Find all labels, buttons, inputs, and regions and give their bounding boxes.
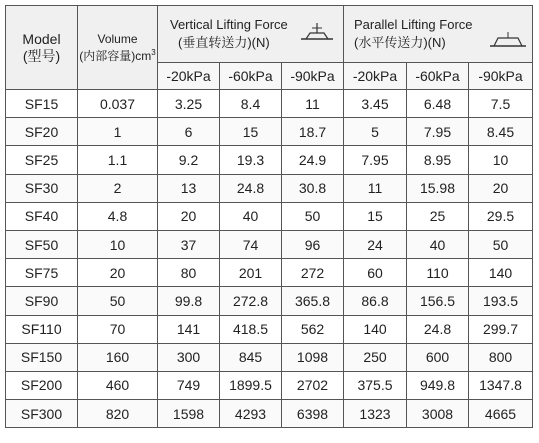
v-90kpa-cell: 96 — [282, 230, 344, 258]
model-cell: SF40 — [6, 202, 78, 230]
volume-cell: 2 — [78, 174, 158, 202]
volume-cell: 20 — [78, 259, 158, 287]
v-90kpa-cell: 2702 — [282, 371, 344, 399]
p-60kpa-cell: 7.95 — [407, 118, 469, 146]
spec-table-body — [6, 90, 533, 428]
p-60kpa-cell: 6.48 — [407, 90, 469, 118]
vertical-force-title-cn: (垂直转送力)(N) — [178, 35, 270, 50]
v-20kpa-cell: 3.25 — [158, 90, 220, 118]
volume-cell: 1.1 — [78, 146, 158, 174]
pressure-header-v-60: -60kPa — [220, 63, 282, 90]
v-60kpa-cell: 272.8 — [220, 287, 282, 315]
p-60kpa-cell: 15.98 — [407, 174, 469, 202]
p-90kpa-cell: 8.45 — [469, 118, 533, 146]
v-60kpa-cell: 845 — [220, 343, 282, 371]
v-60kpa-cell: 15 — [220, 118, 282, 146]
p-90kpa-cell: 299.7 — [469, 315, 533, 343]
model-cell: SF20 — [6, 118, 78, 146]
v-20kpa-cell: 1598 — [158, 400, 220, 428]
pressure-header-v-20: -20kPa — [158, 63, 220, 90]
model-cell: SF75 — [6, 259, 78, 287]
v-60kpa-cell: 1899.5 — [220, 371, 282, 399]
v-60kpa-cell: 201 — [220, 259, 282, 287]
volume-cell: 10 — [78, 230, 158, 258]
v-90kpa-cell: 365.8 — [282, 287, 344, 315]
p-60kpa-cell: 110 — [407, 259, 469, 287]
v-20kpa-cell: 9.2 — [158, 146, 220, 174]
v-60kpa-cell: 4293 — [220, 400, 282, 428]
p-90kpa-cell: 4665 — [469, 400, 533, 428]
v-20kpa-cell: 80 — [158, 259, 220, 287]
p-20kpa-cell: 375.5 — [344, 371, 407, 399]
spec-table-container — [5, 5, 533, 428]
p-20kpa-cell: 140 — [344, 315, 407, 343]
p-20kpa-cell: 11 — [344, 174, 407, 202]
p-90kpa-cell: 1347.8 — [469, 371, 533, 399]
table-row — [6, 202, 533, 230]
v-90kpa-cell: 272 — [282, 259, 344, 287]
v-90kpa-cell: 562 — [282, 315, 344, 343]
table-row — [6, 259, 533, 287]
v-20kpa-cell: 20 — [158, 202, 220, 230]
table-row — [6, 174, 533, 202]
p-20kpa-cell: 7.95 — [344, 146, 407, 174]
p-20kpa-cell: 3.45 — [344, 90, 407, 118]
p-20kpa-cell: 86.8 — [344, 287, 407, 315]
v-90kpa-cell: 6398 — [282, 400, 344, 428]
parallel-force-header — [344, 6, 533, 63]
p-60kpa-cell: 156.5 — [407, 287, 469, 315]
v-20kpa-cell: 6 — [158, 118, 220, 146]
p-90kpa-cell: 20 — [469, 174, 533, 202]
p-60kpa-cell: 949.8 — [407, 371, 469, 399]
vertical-force-header — [158, 6, 344, 63]
p-60kpa-cell: 25 — [407, 202, 469, 230]
v-60kpa-cell: 19.3 — [220, 146, 282, 174]
model-cell: SF30 — [6, 174, 78, 202]
parallel-force-title-cn: (水平传送力)(N) — [354, 35, 446, 50]
model-header — [6, 6, 78, 90]
table-row — [6, 230, 533, 258]
vertical-force-title-en: Vertical Lifting Force — [170, 17, 288, 32]
v-90kpa-cell: 24.9 — [282, 146, 344, 174]
table-row — [6, 287, 533, 315]
parallel-force-title-en: Parallel Lifting Force — [354, 17, 473, 32]
v-20kpa-cell: 749 — [158, 371, 220, 399]
p-20kpa-cell: 1323 — [344, 400, 407, 428]
volume-cell: 460 — [78, 371, 158, 399]
model-cell: SF25 — [6, 146, 78, 174]
volume-cell: 1 — [78, 118, 158, 146]
p-90kpa-cell: 29.5 — [469, 202, 533, 230]
volume-cell: 0.037 — [78, 90, 158, 118]
volume-cell: 70 — [78, 315, 158, 343]
model-header-en: Model — [22, 30, 61, 47]
v-20kpa-cell: 13 — [158, 174, 220, 202]
v-90kpa-cell: 50 — [282, 202, 344, 230]
model-cell: SF300 — [6, 400, 78, 428]
table-row — [6, 118, 533, 146]
pressure-header-p-90: -90kPa — [469, 63, 533, 90]
model-cell: SF15 — [6, 90, 78, 118]
p-60kpa-cell: 600 — [407, 343, 469, 371]
model-header-cn: (型号) — [22, 47, 61, 64]
v-20kpa-cell: 300 — [158, 343, 220, 371]
pressure-header-p-20: -20kPa — [344, 63, 407, 90]
suction-cup-spec-table — [5, 5, 533, 428]
parallel-lift-icon — [488, 28, 528, 50]
volume-header — [78, 6, 158, 90]
p-90kpa-cell: 7.5 — [469, 90, 533, 118]
model-cell: SF150 — [6, 343, 78, 371]
volume-cell: 50 — [78, 287, 158, 315]
v-90kpa-cell: 18.7 — [282, 118, 344, 146]
p-20kpa-cell: 250 — [344, 343, 407, 371]
table-row — [6, 371, 533, 399]
p-90kpa-cell: 10 — [469, 146, 533, 174]
v-20kpa-cell: 99.8 — [158, 287, 220, 315]
p-20kpa-cell: 60 — [344, 259, 407, 287]
table-row — [6, 400, 533, 428]
p-20kpa-cell: 5 — [344, 118, 407, 146]
p-90kpa-cell: 140 — [469, 259, 533, 287]
table-row — [6, 90, 533, 118]
p-90kpa-cell: 50 — [469, 230, 533, 258]
v-20kpa-cell: 141 — [158, 315, 220, 343]
p-90kpa-cell: 800 — [469, 343, 533, 371]
p-90kpa-cell: 193.5 — [469, 287, 533, 315]
v-60kpa-cell: 74 — [220, 230, 282, 258]
volume-cell: 820 — [78, 400, 158, 428]
p-60kpa-cell: 3008 — [407, 400, 469, 428]
table-row — [6, 315, 533, 343]
v-60kpa-cell: 40 — [220, 202, 282, 230]
v-60kpa-cell: 24.8 — [220, 174, 282, 202]
pressure-header-p-60: -60kPa — [407, 63, 469, 90]
table-row — [6, 343, 533, 371]
model-cell: SF200 — [6, 371, 78, 399]
v-20kpa-cell: 37 — [158, 230, 220, 258]
v-60kpa-cell: 418.5 — [220, 315, 282, 343]
vertical-lift-icon — [299, 22, 335, 44]
volume-header-cn: (内部容量)cm — [79, 49, 152, 63]
v-60kpa-cell: 8.4 — [220, 90, 282, 118]
v-90kpa-cell: 1098 — [282, 343, 344, 371]
p-20kpa-cell: 24 — [344, 230, 407, 258]
model-cell: SF50 — [6, 230, 78, 258]
model-cell: SF110 — [6, 315, 78, 343]
pressure-header-v-90: -90kPa — [282, 63, 344, 90]
volume-cell: 160 — [78, 343, 158, 371]
p-20kpa-cell: 15 — [344, 202, 407, 230]
volume-header-en: Volume — [97, 32, 138, 46]
p-60kpa-cell: 8.95 — [407, 146, 469, 174]
volume-cell: 4.8 — [78, 202, 158, 230]
p-60kpa-cell: 40 — [407, 230, 469, 258]
p-60kpa-cell: 24.8 — [407, 315, 469, 343]
v-90kpa-cell: 30.8 — [282, 174, 344, 202]
table-row — [6, 146, 533, 174]
model-cell: SF90 — [6, 287, 78, 315]
volume-unit-superscript: 3 — [151, 48, 156, 57]
v-90kpa-cell: 11 — [282, 90, 344, 118]
header-row-top — [6, 6, 533, 63]
